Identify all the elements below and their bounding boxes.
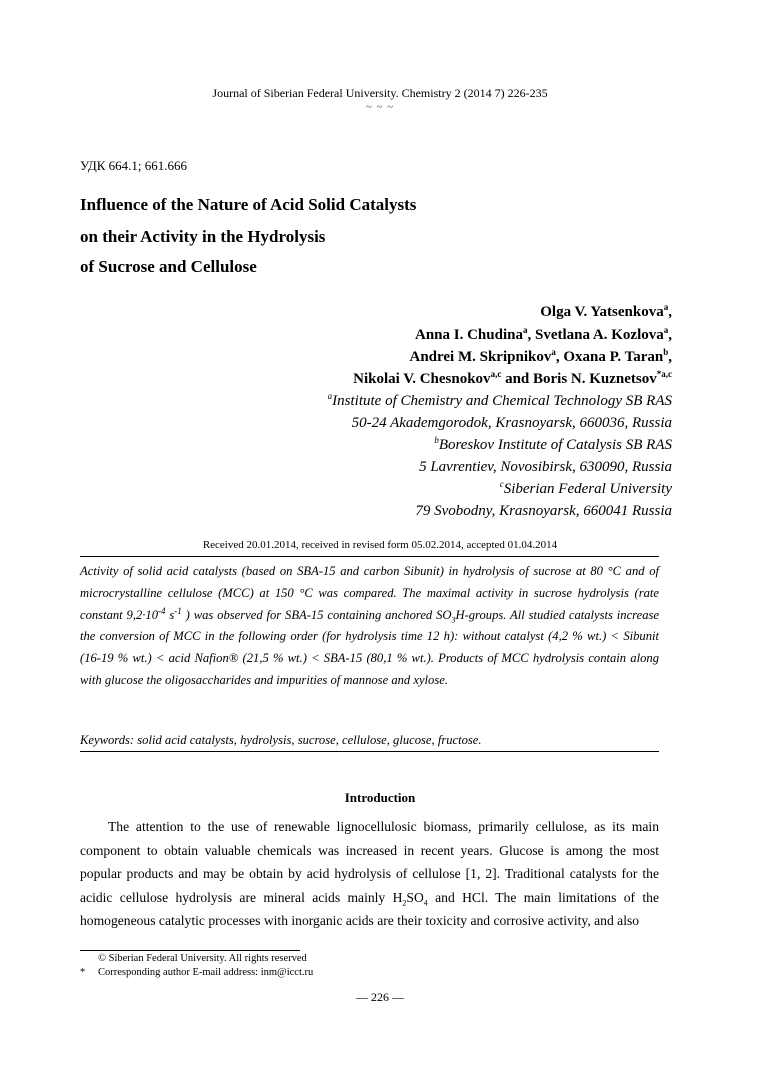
affiliation-a-name <box>328 393 672 410</box>
keywords: Keywords: solid acid catalysts, hydrolysis, sucrose, cellulose, glucose, fructose. <box>80 733 482 747</box>
body-text: and HCl. The main limitations of the homogeneous catalytic processes with inorganic acids are their toxicity and corrosive activity, and also <box>80 889 659 929</box>
footnote-corresponding: Corresponding author E-mail address: inm@icct.ru <box>98 967 314 978</box>
author-name: Anna I. Chudina <box>415 327 523 343</box>
separator: , <box>668 304 672 320</box>
affiliation-b-address: 5 Lavrentiev, Novosibirsk, 630090, Russia <box>419 459 672 475</box>
title-line-1: Influence of the Nature of Acid Solid Catalysts <box>80 195 417 214</box>
page-number: — 226 — <box>356 990 404 1004</box>
author-affil-mark: a <box>663 302 669 312</box>
separator: and <box>501 371 533 387</box>
abstract <box>80 561 659 692</box>
section-heading-introduction: Introduction <box>344 790 416 805</box>
affiliation-a-address: 50-24 Akademgorodok, Krasnoyarsk, 660036, Russia <box>351 415 672 431</box>
footnote-star: * <box>80 967 86 978</box>
separator: , <box>527 327 535 343</box>
udc-code: УДК 664.1; 661.666 <box>80 158 188 173</box>
affiliation-c-name <box>500 481 672 498</box>
title-line-3: of Sucrose and Cellulose <box>80 257 257 276</box>
author-name: Nikolai V. Chesnokov <box>353 371 491 387</box>
received-dates: Received 20.01.2014, received in revised form 05.02.2014, accepted 01.04.2014 <box>202 539 558 551</box>
affil-text: Siberian Federal University <box>503 481 672 497</box>
author-line-2 <box>415 327 672 344</box>
exponent: -4 <box>158 605 166 616</box>
author-name: Oxana P. Taran <box>563 349 664 365</box>
body-text: The attention to the use of renewable lignocellulosic biomass, primarily cellulose, as its main component to obtain valuable chemicals was increased in recent years. Glucose is among the most popular products and may be obtain by acid hydrolysis of cellulose [1, 2]. Traditional catalysts for the acidic cellulose hydrolysis are mineral acids mainly H <box>80 819 659 905</box>
author-affil-mark: b <box>663 347 669 357</box>
author-name: Svetlana A. Kozlova <box>534 327 664 343</box>
author-name: Olga V. Yatsenkova <box>540 304 664 320</box>
abstract-text: ) was observed for SBA-15 containing anchored SO <box>181 607 452 622</box>
affiliation-c-address: 79 Svobodny, Krasnoyarsk, 660041 Russia <box>415 503 672 519</box>
separator: , <box>555 349 564 365</box>
affil-text: Boreskov Institute of Catalysis SB RAS <box>438 437 672 453</box>
author-affil-mark: a <box>551 347 556 357</box>
abstract-text: s <box>165 607 175 622</box>
abstract-bottom-rule <box>80 751 659 752</box>
author-affil-mark: a <box>522 325 528 335</box>
author-line-3 <box>409 349 672 366</box>
introduction-body <box>80 815 659 933</box>
author-name: Boris N. Kuznetsov <box>533 371 657 387</box>
author-affil-mark: a <box>663 325 669 335</box>
author-affil-mark: a,c <box>490 369 502 379</box>
affil-mark: c <box>499 479 504 489</box>
subscript: 3 <box>451 615 456 625</box>
affil-mark: b <box>434 435 439 445</box>
affil-mark: a <box>327 391 333 401</box>
footnote-copyright: © Siberian Federal University. All rights reserved <box>98 953 307 964</box>
subscript: 2 <box>402 898 407 908</box>
abstract-text: H-groups. All studied catalysts increase the conversion of MCC in the following order (for hydrolysis time 12 h): without catalyst (4,2 % wt.) < Sibunit (16-19 % wt.) < acid Nafion® (21,5 % wt.) < SBA-15 (80,1 % wt.). Products of MCC hydrolysis contain along with glucose the oligosaccharides and impurities of mannose and xylose. <box>80 607 659 687</box>
exponent: -1 <box>174 605 182 616</box>
footnote-rule <box>80 950 300 951</box>
paragraph <box>80 815 659 933</box>
separator: , <box>668 327 672 343</box>
affil-text: Institute of Chemistry and Chemical Technology SB RAS <box>332 393 672 409</box>
author-name: Andrei M. Skripnikov <box>409 349 552 365</box>
author-line-1 <box>540 304 672 321</box>
journal-header: Journal of Siberian Federal University. Chemistry 2 (2014 7) 226-235 <box>212 86 548 100</box>
separator: , <box>668 349 672 365</box>
abstract-top-rule <box>80 556 659 557</box>
title-line-2: on their Activity in the Hydrolysis <box>80 227 326 246</box>
header-decoration: ~ ~ ~ <box>365 101 395 113</box>
abstract-text: Activity of solid acid catalysts (based on SBA-15 and carbon Sibunit) in hydrolysis of sucrose at 80 °C and of microcrystalline cellulose (MCC) at 150 °C was compared. The maximal activity in sucrose hydrolysis (rate constant 9,2·10 <box>80 564 659 622</box>
author-line-4 <box>353 371 672 388</box>
affiliation-b-name <box>434 437 672 454</box>
subscript: 4 <box>423 898 428 908</box>
author-affil-mark: *a,c <box>656 369 672 379</box>
body-text: SO <box>406 889 424 905</box>
